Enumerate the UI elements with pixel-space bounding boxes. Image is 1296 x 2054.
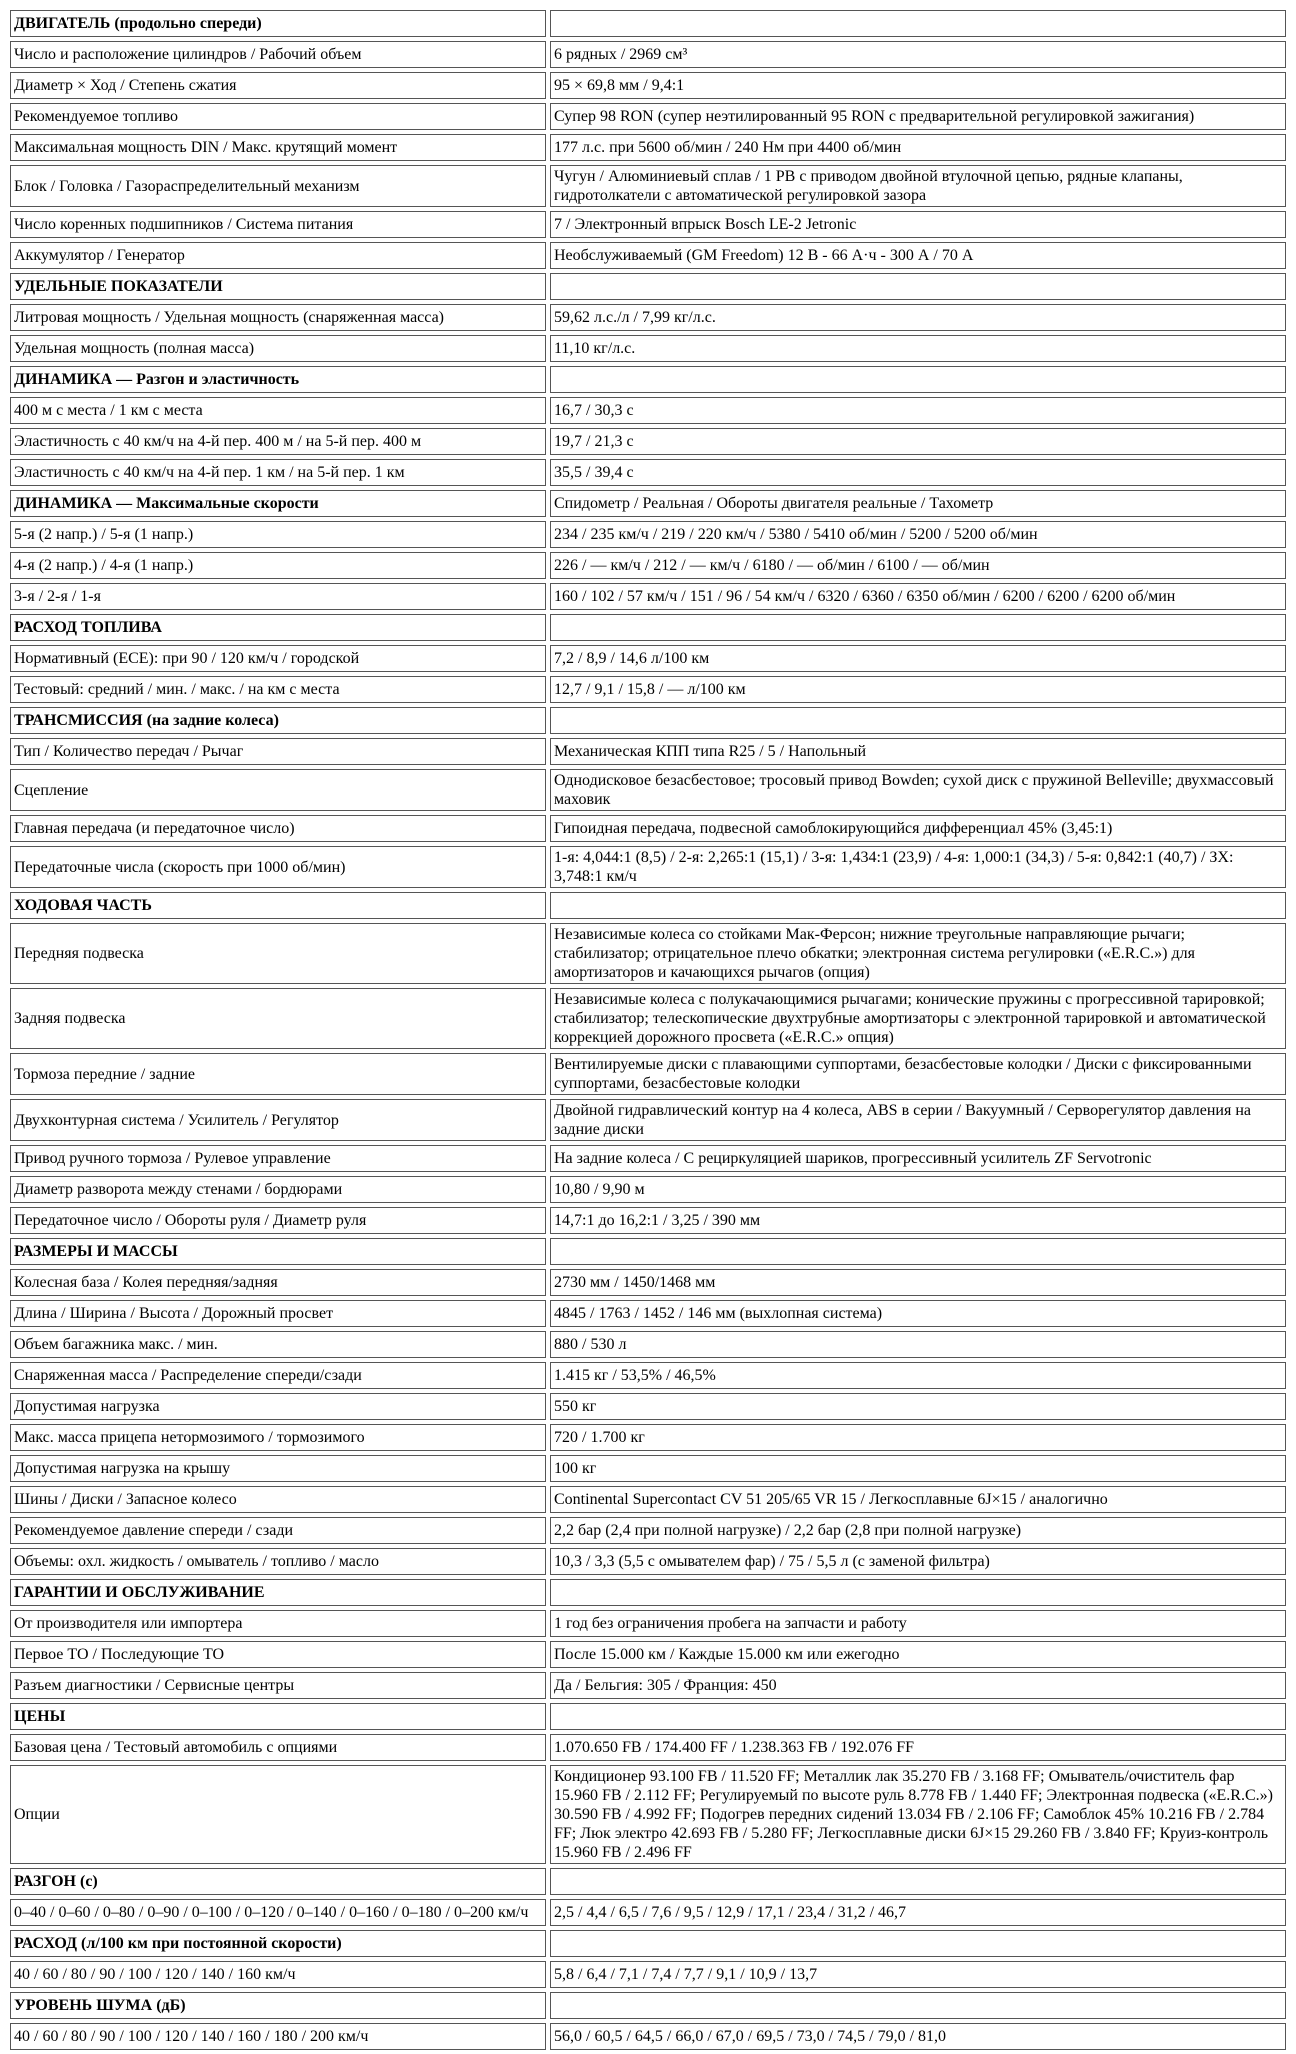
section-header-row xyxy=(10,614,1286,641)
spec-value: 2,5 / 4,4 / 6,5 / 7,6 / 9,5 / 12,9 / 17,1 / 23,4 / 31,2 / 46,7 xyxy=(550,1899,1286,1926)
spec-row xyxy=(10,676,1286,703)
spec-label: Колесная база / Колея передняя/задняя xyxy=(10,1269,546,1296)
spec-value: Независимые колеса с полукачающимися рычагами; конические пружины с прогрессивной тарировкой; стабилизатор; телескопические двухтрубные амортизаторы с электронной тарировкой и автоматической коррекцией дорожного просвета («E.R.C.» опция) xyxy=(550,988,1286,1049)
spec-row xyxy=(10,1176,1286,1203)
section-title: ДВИГАТЕЛЬ (продольно спереди) xyxy=(10,10,546,37)
spec-label: Диаметр разворота между стенами / бордюрами xyxy=(10,1176,546,1203)
spec-row xyxy=(10,1548,1286,1575)
spec-value: 14,7:1 до 16,2:1 / 3,25 / 390 мм xyxy=(550,1207,1286,1234)
spec-label: 4-я (2 напр.) / 4-я (1 напр.) xyxy=(10,552,546,579)
section-title: РАЗГОН (с) xyxy=(10,1868,546,1895)
spec-label: Допустимая нагрузка xyxy=(10,1393,546,1420)
spec-row xyxy=(10,1207,1286,1234)
spec-value: 7 / Электронный впрыск Bosch LE-2 Jetronic xyxy=(550,211,1286,238)
section-header-row xyxy=(10,1992,1286,2019)
spec-row xyxy=(10,1393,1286,1420)
spec-value: Независимые колеса со стойками Мак-Ферсон; нижние треугольные направляющие рычаги; стабилизатор; отрицательное плечо обкатки; электронная система регулировки («E.R.C.») для амортизаторов и качающихся рычагов (опция) xyxy=(550,923,1286,984)
section-title: УРОВЕНЬ ШУМА (дБ) xyxy=(10,1992,546,2019)
spec-value: Чугун / Алюминиевый сплав / 1 РВ с приводом двойной втулочной цепью, рядные клапаны, гидротолкатели с автоматической регулировкой зазора xyxy=(550,165,1286,207)
spec-label: Объем багажника макс. / мин. xyxy=(10,1331,546,1358)
section-header-row xyxy=(10,273,1286,300)
spec-row xyxy=(10,846,1286,888)
spec-value: Гипоидная передача, подвесной самоблокирующийся дифференциал 45% (3,45:1) xyxy=(550,815,1286,842)
spec-label: Двухконтурная система / Усилитель / Регулятор xyxy=(10,1099,546,1141)
spec-row xyxy=(10,1362,1286,1389)
section-value xyxy=(550,614,1286,641)
spec-label: Главная передача (и передаточное число) xyxy=(10,815,546,842)
section-header-row xyxy=(10,10,1286,37)
spec-label: 0–40 / 0–60 / 0–80 / 0–90 / 0–100 / 0–120 / 0–140 / 0–160 / 0–180 / 0–200 км/ч xyxy=(10,1899,546,1926)
spec-row xyxy=(10,815,1286,842)
spec-row xyxy=(10,211,1286,238)
spec-label: Макс. масса прицепа нетормозимого / тормозимого xyxy=(10,1424,546,1451)
spec-value: Кондиционер 93.100 FB / 11.520 FF; Металлик лак 35.270 FB / 3.168 FF; Омыватель/очиститель фар 15.960 FB / 2.112 FF; Регулируемый по высоте руль 8.778 FB / 1.440 FF; Электронная подвеска («E.R.C.») 30.590 FB / 4.992 FF; Подогрев передних сидений 13.034 FB / 2.106 FF; Самоблок 45% 10.216 FB / 2.784 FF; Люк электро 42.693 FB / 5.280 FF; Легкосплавные диски 6J×15 29.260 FB / 3.840 FF; Круиз-контроль 15.960 FB / 2.496 FF xyxy=(550,1765,1286,1864)
spec-row xyxy=(10,1455,1286,1482)
section-value xyxy=(550,707,1286,734)
spec-label: Объемы: охл. жидкость / омыватель / топливо / масло xyxy=(10,1548,546,1575)
section-header-row xyxy=(10,1579,1286,1606)
spec-value: 234 / 235 км/ч / 219 / 220 км/ч / 5380 / 5410 об/мин / 5200 / 5200 об/мин xyxy=(550,521,1286,548)
spec-value: 95 × 69,8 мм / 9,4:1 xyxy=(550,72,1286,99)
section-value xyxy=(550,1930,1286,1957)
section-value xyxy=(550,1992,1286,2019)
spec-value: Однодисковое безасбестовое; тросовый привод Bowden; сухой диск с пружиной Belleville; двухмассовый маховик xyxy=(550,769,1286,811)
spec-row xyxy=(10,304,1286,331)
section-value xyxy=(550,892,1286,919)
spec-label: Разъем диагностики / Сервисные центры xyxy=(10,1672,546,1699)
section-value xyxy=(550,10,1286,37)
spec-label: Тип / Количество передач / Рычаг xyxy=(10,738,546,765)
section-header-row xyxy=(10,1930,1286,1957)
spec-label: Удельная мощность (полная масса) xyxy=(10,335,546,362)
spec-row xyxy=(10,459,1286,486)
spec-row xyxy=(10,1145,1286,1172)
spec-label: 40 / 60 / 80 / 90 / 100 / 120 / 140 / 160 / 180 / 200 км/ч xyxy=(10,2023,546,2050)
spec-row xyxy=(10,1641,1286,1668)
spec-row xyxy=(10,1424,1286,1451)
spec-label: Эластичность с 40 км/ч на 4-й пер. 1 км / на 5-й пер. 1 км xyxy=(10,459,546,486)
spec-value: 880 / 530 л xyxy=(550,1331,1286,1358)
spec-value: 177 л.с. при 5600 об/мин / 240 Нм при 4400 об/мин xyxy=(550,134,1286,161)
spec-value: 56,0 / 60,5 / 64,5 / 66,0 / 67,0 / 69,5 / 73,0 / 74,5 / 79,0 / 81,0 xyxy=(550,2023,1286,2050)
spec-value: 7,2 / 8,9 / 14,6 л/100 км xyxy=(550,645,1286,672)
spec-value: Continental Supercontact CV 51 205/65 VR 15 / Легкосплавные 6J×15 / аналогично xyxy=(550,1486,1286,1513)
spec-label: Передаточные числа (скорость при 1000 об/мин) xyxy=(10,846,546,888)
spec-label: 40 / 60 / 80 / 90 / 100 / 120 / 140 / 160 км/ч xyxy=(10,1961,546,1988)
spec-row xyxy=(10,1099,1286,1141)
spec-label: Диаметр × Ход / Степень сжатия xyxy=(10,72,546,99)
section-title: ХОДОВАЯ ЧАСТЬ xyxy=(10,892,546,919)
spec-label: Блок / Головка / Газораспределительный механизм xyxy=(10,165,546,207)
section-title: ТРАНСМИССИЯ (на задние колеса) xyxy=(10,707,546,734)
section-title: УДЕЛЬНЫЕ ПОКАЗАТЕЛИ xyxy=(10,273,546,300)
section-header-row xyxy=(10,490,1286,517)
spec-row xyxy=(10,103,1286,130)
spec-value: 10,80 / 9,90 м xyxy=(550,1176,1286,1203)
spec-row xyxy=(10,1053,1286,1095)
spec-label: Допустимая нагрузка на крышу xyxy=(10,1455,546,1482)
spec-value: 226 / — км/ч / 212 / — км/ч / 6180 / — об/мин / 6100 / — об/мин xyxy=(550,552,1286,579)
spec-row xyxy=(10,428,1286,455)
spec-label: Число коренных подшипников / Система питания xyxy=(10,211,546,238)
spec-value: 12,7 / 9,1 / 15,8 / — л/100 км xyxy=(550,676,1286,703)
spec-value: 720 / 1.700 кг xyxy=(550,1424,1286,1451)
spec-value: 6 рядных / 2969 см³ xyxy=(550,41,1286,68)
spec-row xyxy=(10,552,1286,579)
spec-label: Передняя подвеска xyxy=(10,923,546,984)
spec-row xyxy=(10,583,1286,610)
spec-label: От производителя или импортера xyxy=(10,1610,546,1637)
section-value xyxy=(550,366,1286,393)
spec-value: 1.415 кг / 53,5% / 46,5% xyxy=(550,1362,1286,1389)
spec-row xyxy=(10,923,1286,984)
section-title: ГАРАНТИИ И ОБСЛУЖИВАНИЕ xyxy=(10,1579,546,1606)
spec-row xyxy=(10,1517,1286,1544)
spec-value: 1 год без ограничения пробега на запчасти и работу xyxy=(550,1610,1286,1637)
section-value: Спидометр / Реальная / Обороты двигателя реальные / Тахометр xyxy=(550,490,1286,517)
spec-label: Число и расположение цилиндров / Рабочий объем xyxy=(10,41,546,68)
spec-value: Вентилируемые диски с плавающими суппортами, безасбестовые колодки / Диски с фиксированными суппортами, безасбестовые колодки xyxy=(550,1053,1286,1095)
spec-label: Опции xyxy=(10,1765,546,1864)
spec-row xyxy=(10,1765,1286,1864)
spec-value: После 15.000 км / Каждые 15.000 км или ежегодно xyxy=(550,1641,1286,1668)
spec-label: Аккумулятор / Генератор xyxy=(10,242,546,269)
spec-label: Шины / Диски / Запасное колесо xyxy=(10,1486,546,1513)
spec-row xyxy=(10,988,1286,1049)
spec-value: 10,3 / 3,3 (5,5 с омывателем фар) / 75 / 5,5 л (с заменой фильтра) xyxy=(550,1548,1286,1575)
spec-row xyxy=(10,242,1286,269)
spec-label: Рекомендуемое давление спереди / сзади xyxy=(10,1517,546,1544)
section-title: РАСХОД ТОПЛИВА xyxy=(10,614,546,641)
section-title: ДИНАМИКА — Разгон и эластичность xyxy=(10,366,546,393)
spec-value: Да / Бельгия: 305 / Франция: 450 xyxy=(550,1672,1286,1699)
spec-row xyxy=(10,1672,1286,1699)
spec-label: Снаряженная масса / Распределение спереди/сзади xyxy=(10,1362,546,1389)
section-header-row xyxy=(10,892,1286,919)
spec-row xyxy=(10,397,1286,424)
spec-row xyxy=(10,335,1286,362)
spec-label: Передаточное число / Обороты руля / Диаметр руля xyxy=(10,1207,546,1234)
spec-label: 400 м с места / 1 км с места xyxy=(10,397,546,424)
section-value xyxy=(550,1868,1286,1895)
spec-label: Сцепление xyxy=(10,769,546,811)
spec-value: 550 кг xyxy=(550,1393,1286,1420)
spec-row xyxy=(10,72,1286,99)
spec-label: Базовая цена / Тестовый автомобиль с опциями xyxy=(10,1734,546,1761)
section-value xyxy=(550,273,1286,300)
spec-table xyxy=(6,6,1290,2054)
spec-value: 100 кг xyxy=(550,1455,1286,1482)
spec-table-body xyxy=(10,10,1286,2050)
section-header-row xyxy=(10,707,1286,734)
spec-value: 59,62 л.с./л / 7,99 кг/л.с. xyxy=(550,304,1286,331)
section-value xyxy=(550,1579,1286,1606)
spec-row xyxy=(10,1899,1286,1926)
spec-row xyxy=(10,1734,1286,1761)
spec-row xyxy=(10,165,1286,207)
spec-value: 16,7 / 30,3 с xyxy=(550,397,1286,424)
section-header-row xyxy=(10,366,1286,393)
spec-label: Привод ручного тормоза / Рулевое управление xyxy=(10,1145,546,1172)
spec-value: 5,8 / 6,4 / 7,1 / 7,4 / 7,7 / 9,1 / 10,9 / 13,7 xyxy=(550,1961,1286,1988)
spec-row xyxy=(10,521,1286,548)
spec-label: Эластичность с 40 км/ч на 4-й пер. 400 м / на 5-й пер. 400 м xyxy=(10,428,546,455)
section-header-row xyxy=(10,1868,1286,1895)
spec-label: Первое ТО / Последующие ТО xyxy=(10,1641,546,1668)
spec-label: 3-я / 2-я / 1-я xyxy=(10,583,546,610)
spec-row xyxy=(10,1961,1286,1988)
spec-row xyxy=(10,41,1286,68)
section-title: РАЗМЕРЫ И МАССЫ xyxy=(10,1238,546,1265)
spec-value: 2,2 бар (2,4 при полной нагрузке) / 2,2 бар (2,8 при полной нагрузке) xyxy=(550,1517,1286,1544)
spec-value: 1-я: 4,044:1 (8,5) / 2-я: 2,265:1 (15,1) / 3-я: 1,434:1 (23,9) / 4-я: 1,000:1 (34,3) / 5-я: 0,842:1 (40,7) / ЗХ: 3,748:1 км/ч xyxy=(550,846,1286,888)
spec-value: 2730 мм / 1450/1468 мм xyxy=(550,1269,1286,1296)
section-value xyxy=(550,1703,1286,1730)
spec-label: Рекомендуемое топливо xyxy=(10,103,546,130)
spec-label: Литровая мощность / Удельная мощность (снаряженная масса) xyxy=(10,304,546,331)
spec-row xyxy=(10,1331,1286,1358)
spec-value: 160 / 102 / 57 км/ч / 151 / 96 / 54 км/ч / 6320 / 6360 / 6350 об/мин / 6200 / 6200 / 6200 об/мин xyxy=(550,583,1286,610)
spec-value: Двойной гидравлический контур на 4 колеса, ABS в серии / Вакуумный / Серворегулятор давления на задние диски xyxy=(550,1099,1286,1141)
spec-label: Максимальная мощность DIN / Макс. крутящий момент xyxy=(10,134,546,161)
spec-label: Тормоза передние / задние xyxy=(10,1053,546,1095)
spec-value: 4845 / 1763 / 1452 / 146 мм (выхлопная система) xyxy=(550,1300,1286,1327)
spec-label: 5-я (2 напр.) / 5-я (1 напр.) xyxy=(10,521,546,548)
spec-row xyxy=(10,1486,1286,1513)
spec-label: Нормативный (ECE): при 90 / 120 км/ч / городской xyxy=(10,645,546,672)
spec-value: 11,10 кг/л.с. xyxy=(550,335,1286,362)
spec-value: 35,5 / 39,4 с xyxy=(550,459,1286,486)
spec-row xyxy=(10,769,1286,811)
spec-value: На задние колеса / С рециркуляцией шариков, прогрессивный усилитель ZF Servotronic xyxy=(550,1145,1286,1172)
spec-row xyxy=(10,2023,1286,2050)
spec-row xyxy=(10,1610,1286,1637)
spec-label: Длина / Ширина / Высота / Дорожный просвет xyxy=(10,1300,546,1327)
spec-row xyxy=(10,1300,1286,1327)
spec-value: 19,7 / 21,3 с xyxy=(550,428,1286,455)
spec-label: Тестовый: средний / мин. / макс. / на км с места xyxy=(10,676,546,703)
spec-row xyxy=(10,738,1286,765)
spec-value: Необслуживаемый (GM Freedom) 12 В - 66 А·ч - 300 А / 70 А xyxy=(550,242,1286,269)
section-title: ЦЕНЫ xyxy=(10,1703,546,1730)
spec-value: Супер 98 RON (супер неэтилированный 95 RON с предварительной регулировкой зажигания) xyxy=(550,103,1286,130)
spec-row xyxy=(10,134,1286,161)
spec-value: Механическая КПП типа R25 / 5 / Напольный xyxy=(550,738,1286,765)
section-header-row xyxy=(10,1238,1286,1265)
section-value xyxy=(550,1238,1286,1265)
section-header-row xyxy=(10,1703,1286,1730)
spec-row xyxy=(10,645,1286,672)
spec-label: Задняя подвеска xyxy=(10,988,546,1049)
section-title: РАСХОД (л/100 км при постоянной скорости) xyxy=(10,1930,546,1957)
section-title: ДИНАМИКА — Максимальные скорости xyxy=(10,490,546,517)
spec-value: 1.070.650 FB / 174.400 FF / 1.238.363 FB / 192.076 FF xyxy=(550,1734,1286,1761)
spec-row xyxy=(10,1269,1286,1296)
